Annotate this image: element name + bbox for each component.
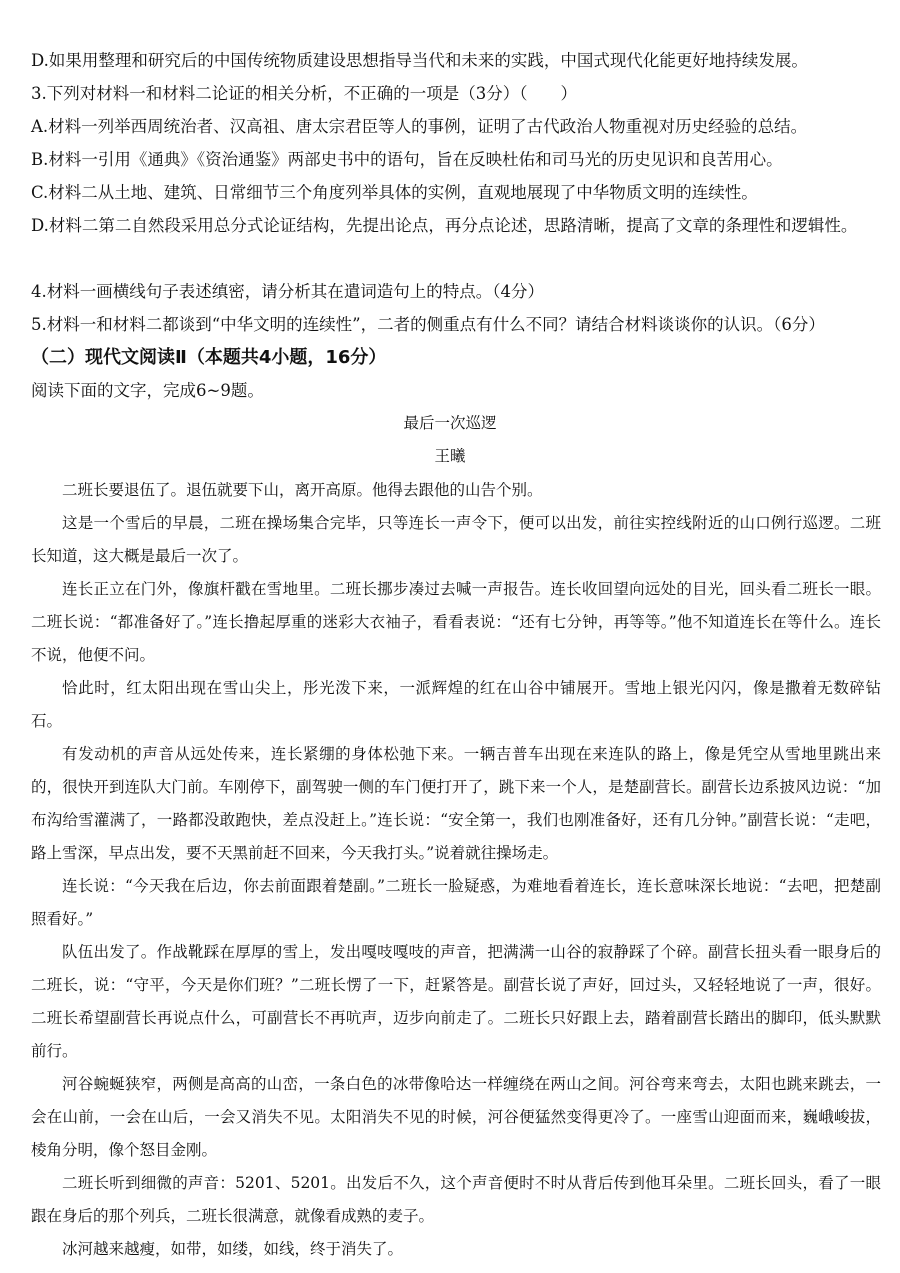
story-paragraph: 河谷蜿蜒狭窄，两侧是高高的山峦，一条白色的冰带像哈达一样缠绕在两山之间。河谷弯来弯去，太阳也跳来跳去，一会在山前，一会在山后，一会又消失不见。太阳消失不见的时候，河谷便猛然变得更冷了。一座雪山迎面而来，巍峨峻拔，棱角分明，像个怒目金刚。 xyxy=(31,1075,881,1159)
question-3-option-a: A.材料一列举西周统治者、汉高祖、唐太宗君臣等人的事例，证明了古代政治人物重视对历史经验的总结。 xyxy=(31,117,808,136)
story-paragraph: 队伍出发了。作战靴踩在厚厚的雪上，发出嘎吱嘎吱的声音，把满满一山谷的寂静踩了个碎。副营长扭头看一眼身后的二班长，说：“守平，今天是你们班？”二班长愣了一下，赶紧答是。副营长说了声好，回过头，又轻轻地说了一声，很好。二班长希望副营长再说点什么，可副营长不再吭声，迈步向前走了。二班长只好跟上去，踏着副营长踏出的脚印，低头默默前行。 xyxy=(31,943,881,1060)
story-paragraph: 二班长要退伍了。退伍就要下山，离开高原。他得去跟他的山告个别。 xyxy=(62,481,543,499)
story-paragraph: 恰此时，红太阳出现在雪山尖上，彤光泼下来，一派辉煌的红在山谷中铺展开。雪地上银光闪闪，像是撒着无数碎钻石。 xyxy=(31,679,881,730)
story-paragraph: 连长说：“今天我在后边，你去前面跟着楚副。”二班长一脸疑惑，为难地看着连长，连长意味深长地说：“去吧，把楚副照看好。” xyxy=(31,877,881,928)
story-body xyxy=(31,474,881,1266)
question-3-option-d: D.材料二第二自然段采用总分式论证结构，先提出论点，再分点论述，思路清晰，提高了文章的条理性和逻辑性。 xyxy=(31,216,858,235)
question-3-option-b: B.材料一引用《通典》《资治通鉴》两部史书中的语句，旨在反映杜佑和司马光的历史见识和良苦用心。 xyxy=(31,150,783,169)
story-paragraph: 连长正立在门外，像旗杆戳在雪地里。二班长挪步凑过去喊一声报告。连长收回望向远处的目光，回头看二班长一眼。二班长说：“都准备好了。”连长撸起厚重的迷彩大衣袖子，看看表说：“还有七分钟，再等等。”他不知道连长在等什么。连长不说，他便不问。 xyxy=(31,580,881,664)
question-5: 5.材料一和材料二都谈到“中华文明的连续性”，二者的侧重点有什么不同？请结合材料谈谈你的认识。（6分） xyxy=(31,315,825,334)
question-4: 4.材料一画横线句子表述缜密，请分析其在遣词造句上的特点。（4分） xyxy=(31,282,544,301)
question-2-option-d: D.如果用整理和研究后的中国传统物质建设思想指导当代和未来的实践，中国式现代化能更好地持续发展。 xyxy=(31,51,808,70)
story-paragraph: 有发动机的声音从远处传来，连长紧绷的身体松弛下来。一辆吉普车出现在来连队的路上，像是凭空从雪地里跳出来的，很快开到连队大门前。车刚停下，副驾驶一侧的车门便打开了，跳下来一个人，是楚副营长。副营长边系披风边说：“加布沟给雪灌满了，一路都没敢跑快，差点没赶上。”连长说：“安全第一，我们也刚准备好，还有几分钟。”副营长说：“走吧，路上雪深，早点出发，要不天黑前赶不回来，今天我打头。”说着就往操场走。 xyxy=(31,745,881,862)
story-paragraph: 冰河越来越瘦，如带，如缕，如线，终于消失了。 xyxy=(62,1240,404,1258)
question-3-option-c: C.材料二从土地、建筑、日常细节三个角度列举具体的实例，直观地展现了中华物质文明的连续性。 xyxy=(31,183,758,202)
section-heading: （二）现代文阅读Ⅱ（本题共4小题，16分） xyxy=(31,347,387,368)
question-3-stem: 3.下列对材料一和材料二论证的相关分析，不正确的一项是（3分）（ ） xyxy=(31,84,577,103)
section-instruction: 阅读下面的文字，完成6~9题。 xyxy=(31,381,264,400)
story-author: 王曦 xyxy=(434,447,466,465)
story-paragraph: 这是一个雪后的早晨，二班在操场集合完毕，只等连长一声令下，便可以出发，前往实控线附近的山口例行巡逻。二班长知道，这大概是最后一次了。 xyxy=(31,514,881,565)
story-paragraph: 二班长听到细微的声音：5201、5201。出发后不久，这个声音便时不时从背后传到他耳朵里。二班长回头，看了一眼跟在身后的那个列兵，二班长很满意，就像看成熟的麦子。 xyxy=(31,1174,881,1225)
story-title: 最后一次巡逻 xyxy=(403,414,497,432)
